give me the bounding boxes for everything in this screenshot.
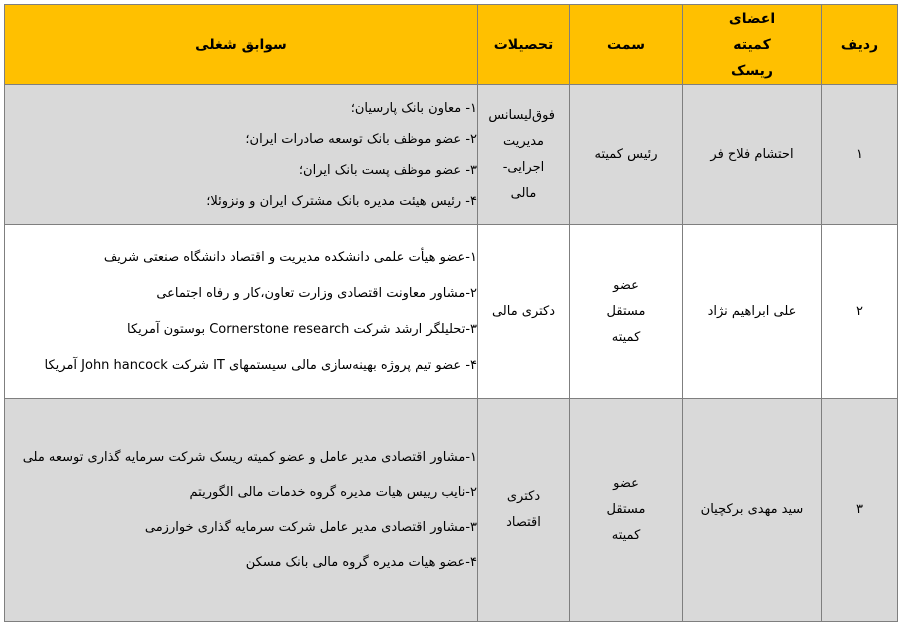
member-name: سید مهدی برکچیان	[683, 399, 822, 622]
table-header-row	[5, 5, 898, 85]
experience-item: ۳-مشاور اقتصادی مدیر عامل شرکت سرمایه گذاری خوارزمی	[144, 520, 477, 535]
member-experience	[5, 399, 478, 622]
experience-item: ۱-عضو هیأت علمی دانشکده مدیریت و اقتصاد دانشگاه صنعتی شریف	[103, 249, 477, 265]
header-member: اعضای کمیته ریسک	[683, 5, 822, 85]
header-experience: سوابق شغلی	[5, 5, 478, 85]
member-education: دکتری مالی	[478, 225, 570, 399]
member-position: عضو مستقل کمیته	[570, 399, 683, 622]
experience-item: ۴- عضو تیم پروژه بهینه‌سازی مالی سیستمهای IT شرکت John hancock آمریکا	[44, 357, 477, 373]
member-position: عضو مستقل کمیته	[570, 225, 683, 399]
header-position: سمت	[570, 5, 683, 85]
member-experience	[5, 225, 478, 399]
member-position: رئیس کمیته	[570, 85, 683, 225]
experience-item: ۳-تحلیلگر ارشد شرکت Cornerstone research بوستون آمریکا	[127, 321, 477, 337]
header-education: تحصیلات	[478, 5, 570, 85]
experience-item: ۱-مشاور اقتصادی مدیر عامل و عضو کمیته ریسک شرکت سرمایه گذاری توسعه ملی	[22, 450, 477, 465]
experience-item: ۳- عضو موظف پست بانک ایران؛	[298, 162, 477, 178]
risk-committee-table	[4, 4, 898, 622]
experience-item: ۱- معاون بانک پارسیان؛	[350, 100, 477, 116]
experience-item: ۲-مشاور معاونت اقتصادی وزارت تعاون،کار و رفاه اجتماعی	[156, 285, 477, 301]
experience-item: ۴- رئیس هیئت مدیره بانک مشترک ایران و ونزوئلا؛	[206, 193, 477, 209]
member-name: احتشام فلاح فر	[683, 85, 822, 225]
row-number: ۱	[822, 85, 898, 225]
table-row	[5, 225, 898, 399]
experience-item: ۲- عضو موظف بانک توسعه صادرات ایران؛	[245, 131, 477, 147]
member-education: فوق‌لیسانس مدیریت اجرایی- مالی	[478, 85, 570, 225]
member-experience	[5, 85, 478, 225]
member-name: علی ابراهیم نژاد	[683, 225, 822, 399]
experience-item: ۲-نایب رییس هیات مدیره گروه خدمات مالی الگوریتم	[189, 485, 477, 500]
table-row	[5, 399, 898, 622]
row-number: ۲	[822, 225, 898, 399]
header-row-number: ردیف	[822, 5, 898, 85]
experience-item: ۴-عضو هیات مدیره گروه مالی بانک مسکن	[245, 555, 477, 570]
row-number: ۳	[822, 399, 898, 622]
member-education: دکتری اقتصاد	[478, 399, 570, 622]
table-row	[5, 85, 898, 225]
